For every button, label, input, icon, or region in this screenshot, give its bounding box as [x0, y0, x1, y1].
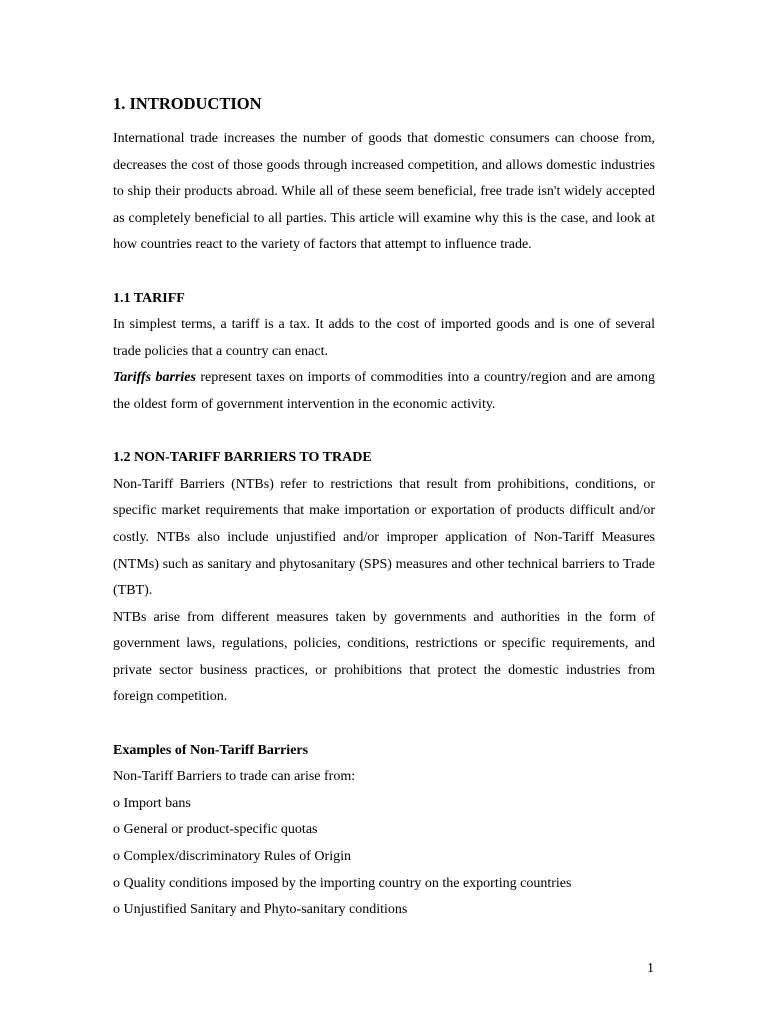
list-item: o Quality conditions imposed by the importing country on the exporting countries [113, 875, 572, 891]
section-heading-introduction: 1. INTRODUCTION [113, 94, 262, 113]
tariff-paragraph: In simplest terms, a tariff is a tax. It adds to the cost of imported goods and is one of several trade policies that a country can enact. [113, 317, 655, 359]
tariff-barriers-text: represent taxes on imports of commodities into a country/region and are among the oldest form of government intervention in the economic activity. [113, 370, 656, 412]
introduction-paragraph: International trade increases the number of goods that domestic consumers can choose from, decreases the cost of those goods through increased competition, and allows domestic industries to ship their products abroad. While all of these seem beneficial, free trade isn't widely accepted as completely beneficial to all parties. This article will examine why this is the case, and look at how countries react to the variety of factors that attempt to influence trade. [113, 131, 655, 253]
ntb-definition-paragraph: Non-Tariff Barriers (NTBs) refer to restrictions that result from prohibitions, conditions, or specific market requirements that make importation or exportation of products difficult and/or costly. NTBs also include unjustified and/or improper application of Non-Tariff Measures (NTMs) such as sanitary and phytosanitary (SPS) measures and other technical barriers to Trade (TBT). [113, 476, 655, 599]
list-item: o Complex/discriminatory Rules of Origin [113, 849, 351, 865]
list-item: o General or product-specific quotas [113, 822, 318, 838]
tariffs-barries-term: Tariffs barries [113, 370, 196, 386]
spacer [113, 259, 655, 286]
spacer [113, 419, 655, 446]
page-number: 1 [647, 961, 654, 976]
list-item: o Unjustified Sanitary and Phyto-sanitary conditions [113, 902, 408, 918]
document-page [113, 90, 655, 924]
section-heading-non-tariff-barriers: 1.2 NON-TARIFF BARRIERS TO TRADE [113, 450, 372, 466]
section-heading-examples: Examples of Non-Tariff Barriers [113, 742, 309, 758]
list-item: o Import bans [113, 795, 191, 811]
examples-list [113, 791, 655, 924]
tariff-barriers-paragraph [113, 365, 655, 418]
spacer [113, 711, 655, 738]
ntb-origin-paragraph: NTBs arise from different measures taken by governments and authorities in the form of government laws, regulations, policies, conditions, restrictions or specific requirements, and private sector business practices, or prohibitions that protect the domestic industries from foreign competition. [113, 609, 655, 705]
examples-intro: Non-Tariff Barriers to trade can arise from: [113, 769, 356, 785]
section-heading-tariff: 1.1 TARIFF [113, 290, 185, 306]
